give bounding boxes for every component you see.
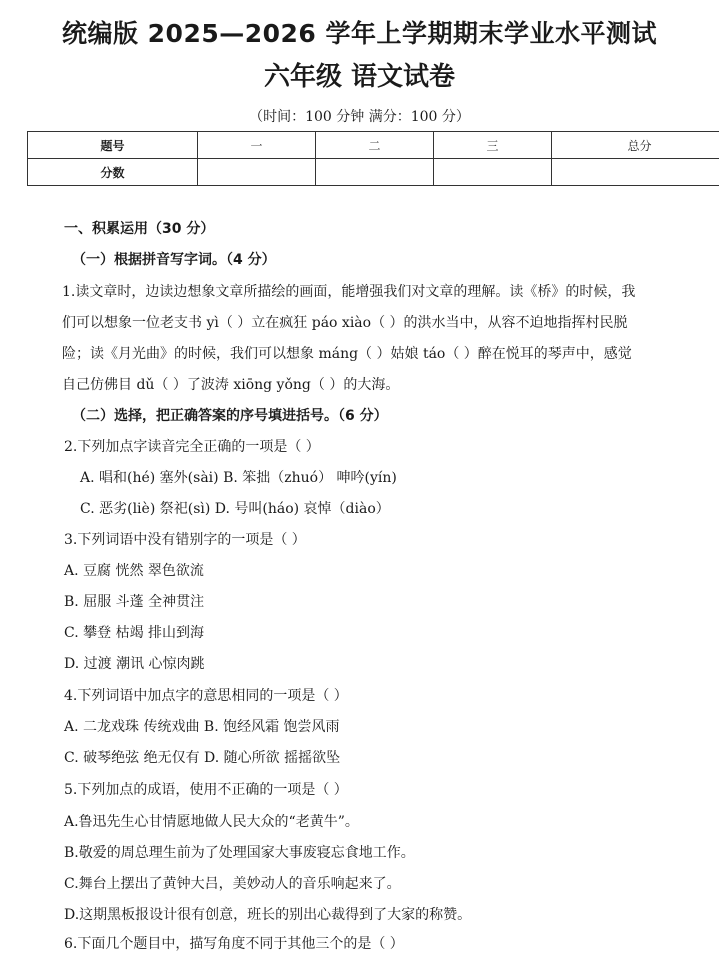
table-cell: 三 (434, 132, 552, 159)
exam-title: 统编版 2025—2026 学年上学期期末学业水平测试 (0, 14, 719, 50)
option-line: B.敬爱的周总理生前为了处理国家大事废寝忘食地工作。 (64, 843, 415, 863)
table-cell: 分数 (28, 159, 198, 186)
score-table-score-row (28, 159, 719, 186)
score-input-cell[interactable] (198, 159, 316, 186)
question-text: 6.下面几个题目中，描写角度不同于其他三个的是（ ） (64, 934, 404, 954)
question-text: 险；读《月光曲》的时候，我们可以想象 máng（ ）姑娘 táo（ ）醉在悦耳的琴声中，感觉 (62, 344, 632, 364)
option-line: C. 恶劣(liè) 祭祀(sì) D. 号叫(háo) 哀悼（diào） (80, 499, 390, 519)
question-text: 5.下列加点的成语，使用不正确的一项是（ ） (64, 780, 348, 800)
part-heading: （一）根据拼音写字词。（4 分） (72, 250, 276, 270)
question-text: 3.下列词语中没有错别字的一项是（ ） (64, 530, 306, 550)
question-text: 4.下列词语中加点字的意思相同的一项是（ ） (64, 686, 348, 706)
score-input-cell[interactable] (552, 159, 719, 186)
score-table (27, 131, 719, 186)
table-cell: 题号 (28, 132, 198, 159)
option-line: A. 二龙戏珠 传统戏曲 B. 饱经风霜 饱尝风雨 (64, 717, 340, 737)
option-line: B. 屈服 斗蓬 全神贯注 (64, 592, 204, 612)
option-line: D. 过渡 潮讯 心惊肉跳 (64, 654, 205, 674)
option-line: C. 破琴绝弦 绝无仅有 D. 随心所欲 摇摇欲坠 (64, 748, 340, 768)
table-cell: 总分 (552, 132, 719, 159)
exam-subtitle: 六年级 语文试卷 (0, 56, 719, 93)
table-cell: 二 (316, 132, 434, 159)
section-heading: 一、积累运用（30 分） (64, 219, 214, 239)
score-input-cell[interactable] (316, 159, 434, 186)
option-line: A. 唱和(hé) 塞外(sài) B. 笨拙（zhuó） 呻吟(yín) (80, 468, 397, 488)
option-line: A. 豆腐 恍然 翠色欲流 (64, 561, 204, 581)
part-heading: （二）选择，把正确答案的序号填进括号。（6 分） (72, 406, 388, 426)
option-line: C.舞台上摆出了黄钟大吕，美妙动人的音乐响起来了。 (64, 874, 401, 894)
option-line: C. 攀登 枯竭 排山到海 (64, 623, 204, 643)
question-text: 自己仿佛目 dǔ（ ）了波涛 xiōng yǒng（ ）的大海。 (62, 375, 399, 395)
score-input-cell[interactable] (434, 159, 552, 186)
option-line: D.这期黑板报设计很有创意，班长的别出心裁得到了大家的称赞。 (64, 905, 471, 925)
time-score-info: （时间：100 分钟 满分：100 分） (0, 106, 719, 126)
table-cell: 一 (198, 132, 316, 159)
question-text: 们可以想象一位老支书 yì（ ）立在疯狂 páo xiào（ ）的洪水当中，从容不迫地指挥村民脱 (62, 313, 628, 333)
option-line: A.鲁迅先生心甘情愿地做人民大众的“老黄牛”。 (64, 812, 359, 832)
question-text: 2.下列加点字读音完全正确的一项是（ ） (64, 437, 320, 457)
score-table-header-row (28, 132, 719, 159)
question-text: 1.读文章时，边读边想象文章所描绘的画面，能增强我们对文章的理解。读《桥》的时候，我 (62, 282, 635, 302)
